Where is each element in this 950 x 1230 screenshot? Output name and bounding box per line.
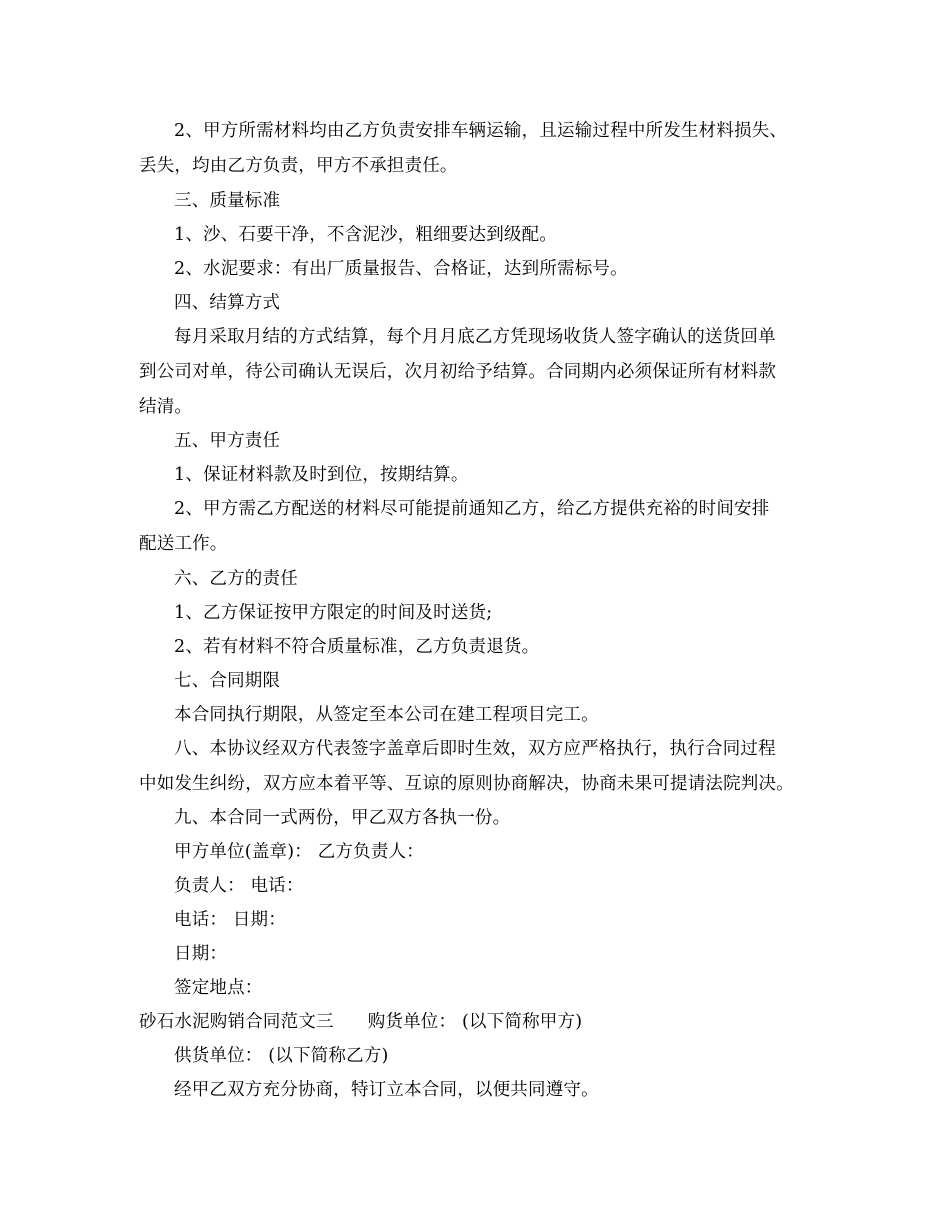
section-heading: 六、乙方的责任 (174, 569, 298, 589)
section-heading: 七、合同期限 (174, 671, 281, 691)
paragraph-line: 八、本协议经双方代表签字盖章后即时生效，双方应严格执行，执行合同过程 (174, 739, 776, 759)
paragraph-line: 配送工作。 (139, 534, 228, 554)
paragraph-line: 2、水泥要求：有出厂质量报告、合格证，达到所需标号。 (174, 259, 628, 279)
signature-line: 负责人： 电话： (174, 876, 304, 896)
section-heading: 五、甲方责任 (174, 431, 281, 451)
paragraph-line: 本合同执行期限，从签定至本公司在建工程项目完工。 (174, 705, 599, 725)
buyer-line: 购货单位： (以下简称甲方) (367, 1012, 583, 1032)
signature-line: 签定地点： (174, 978, 263, 998)
signature-line: 电话： 日期： (174, 910, 286, 930)
paragraph-line: 2、甲方所需材料均由乙方负责安排车辆运输，且运输过程中所发生材料损失、 (174, 121, 788, 141)
paragraph-line: 九、本合同一式两份，甲乙双方各执一份。 (174, 808, 511, 828)
paragraph-line: 每月采取月结的方式结算，每个月月底乙方凭现场收货人签字确认的送货回单 (174, 327, 776, 347)
paragraph-line: 经甲乙双方充分协商，特订立本合同，以便共同遵守。 (174, 1080, 599, 1100)
paragraph-line: 结清。 (139, 397, 193, 417)
paragraph-line: 1、保证材料款及时到位，按期结算。 (174, 465, 469, 485)
paragraph-line: 1、乙方保证按甲方限定的时间及时送货; (174, 603, 493, 623)
paragraph-line: 中如发生纠纷，双方应本着平等、互谅的原则协商解决，协商未果可提请法院判决。 (139, 774, 794, 794)
signature-line: 甲方单位(盖章)： 乙方负责人： (174, 842, 424, 862)
supplier-line: 供货单位： (以下简称乙方) (174, 1046, 389, 1066)
section-heading: 四、结算方式 (174, 293, 281, 313)
paragraph-line: 1、沙、石要干净，不含泥沙，粗细要达到级配。 (174, 225, 558, 245)
paragraph-line: 丢失，均由乙方负责，甲方不承担责任。 (139, 156, 458, 176)
section-heading: 三、质量标准 (174, 191, 281, 211)
contract-title: 砂石水泥购销合同范文三 (139, 1012, 334, 1032)
signature-line: 日期： (174, 944, 228, 964)
paragraph-line: 2、甲方需乙方配送的材料尽可能提前通知乙方，给乙方提供充裕的时间安排 (174, 499, 770, 519)
paragraph-line: 到公司对单，待公司确认无误后，次月初给予结算。合同期内必须保证所有材料款 (139, 362, 777, 382)
paragraph-line: 2、若有材料不符合质量标准，乙方负责退货。 (174, 637, 540, 657)
contract-title-line (139, 1005, 839, 1039)
